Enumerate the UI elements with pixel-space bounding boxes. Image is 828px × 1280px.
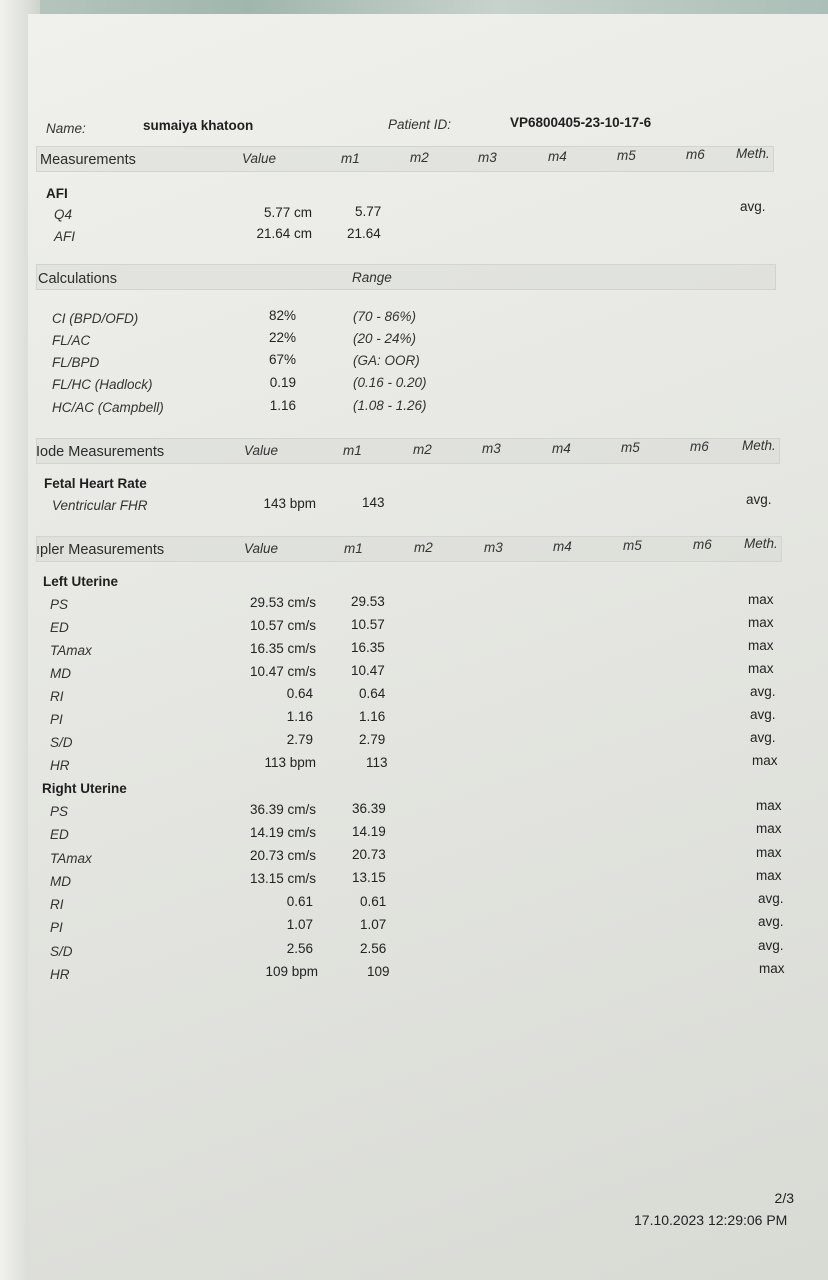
calculations-title: Calculations <box>38 271 117 287</box>
ru-row-m1: 14.19 <box>352 824 386 839</box>
calc-row-label: FL/AC <box>52 333 91 348</box>
lu-row-meth: max <box>752 753 778 768</box>
col-m5: m5 <box>621 440 640 455</box>
col-m5: m5 <box>623 538 642 553</box>
patient-id-label: Patient ID: <box>388 117 452 132</box>
ru-row-meth: max <box>756 868 782 883</box>
patient-name: sumaiya khatoon <box>143 118 254 133</box>
calc-row-value: 22% <box>268 330 296 345</box>
ru-row-meth: max <box>756 845 782 860</box>
ru-row-meth: max <box>756 798 782 813</box>
lu-row-value: 0.64 <box>286 686 313 701</box>
name-label: Name: <box>46 121 86 136</box>
calc-row-label: FL/BPD <box>52 355 100 370</box>
ru-row-value: 20.73 cm/s <box>249 848 316 863</box>
afi-row-value: 21.64 cm <box>256 226 312 241</box>
lu-row-meth: avg. <box>750 684 776 699</box>
col-m6: m6 <box>693 537 712 552</box>
calc-row-value: 67% <box>268 352 296 367</box>
lu-row-meth: avg. <box>750 707 776 722</box>
ru-row-m1: 1.07 <box>360 917 387 932</box>
col-m1: m1 <box>341 151 360 166</box>
lu-row-label: PS <box>50 597 69 612</box>
lu-row-m1: 10.47 <box>351 663 385 678</box>
ru-row-label: TAmax <box>50 851 92 866</box>
ru-row-label: MD <box>50 874 71 889</box>
ru-row-value: 0.61 <box>286 894 313 909</box>
fhr-title: Fetal Heart Rate <box>44 476 147 491</box>
col-value: Value <box>242 151 277 166</box>
col-m3: m3 <box>478 150 497 165</box>
col-meth: Meth. <box>744 536 778 551</box>
col-m4: m4 <box>553 539 572 554</box>
calc-row-value: 1.16 <box>269 398 296 413</box>
lu-row-m1: 2.79 <box>359 732 386 747</box>
lu-row-m1: 1.16 <box>359 709 386 724</box>
afi-title: AFI <box>46 186 68 201</box>
lu-row-label: TAmax <box>50 643 92 658</box>
ru-row-label: PS <box>50 804 69 819</box>
afi-row-value: 5.77 cm <box>263 205 312 220</box>
lu-row-value: 29.53 cm/s <box>249 595 316 610</box>
calc-row-label: FL/HC (Hadlock) <box>52 377 153 392</box>
lu-row-label: S/D <box>50 735 73 750</box>
page-number: 2/3 <box>774 1190 794 1206</box>
lu-row-meth: max <box>748 615 774 630</box>
col-value: Value <box>244 541 279 556</box>
calculations-range-label: Range <box>352 270 392 285</box>
fhr-row-value: 143 bpm <box>263 496 316 511</box>
measurements-header-bar <box>36 146 774 172</box>
lu-row-meth: max <box>748 638 774 653</box>
calc-row-label: HC/AC (Campbell) <box>52 400 164 415</box>
patient-id: VP6800405-23-10-17-6 <box>510 115 652 130</box>
ru-row-value: 1.07 <box>286 917 313 932</box>
col-m6: m6 <box>686 147 705 162</box>
lu-row-label: ED <box>50 620 69 635</box>
lu-row-m1: 16.35 <box>351 640 385 655</box>
ru-row-m1: 36.39 <box>352 801 386 816</box>
lu-row-label: MD <box>50 666 71 681</box>
afi-row-m1: 21.64 <box>347 226 381 241</box>
measurements-header-title: Measurements <box>40 152 136 168</box>
calculations-header-bar <box>36 264 776 290</box>
lu-row-m1: 10.57 <box>351 617 385 632</box>
calc-row-value: 82% <box>268 308 296 323</box>
ru-row-meth: avg. <box>758 914 784 929</box>
col-value: Value <box>244 443 279 458</box>
calc-row-range: (1.08 - 1.26) <box>353 398 427 413</box>
ru-row-m1: 0.61 <box>360 894 387 909</box>
fhr-row-label: Ventricular FHR <box>52 498 148 513</box>
mmode-header-title: Iode Measurements <box>36 444 165 460</box>
lu-row-meth: max <box>748 592 774 607</box>
lu-row-label: HR <box>50 758 70 773</box>
ru-row-label: HR <box>50 967 70 982</box>
col-m4: m4 <box>552 441 571 456</box>
col-m2: m2 <box>410 150 429 165</box>
calc-row-range: (0.16 - 0.20) <box>353 375 427 390</box>
ru-row-value: 109 bpm <box>265 964 318 979</box>
fhr-row-m1: 143 <box>362 495 385 510</box>
afi-row-m1: 5.77 <box>355 204 382 219</box>
fhr-row-meth: avg. <box>746 492 772 507</box>
ru-row-label: PI <box>50 920 63 935</box>
lu-row-meth: max <box>748 661 774 676</box>
afi-row-meth: avg. <box>740 199 766 214</box>
lu-row-value: 10.57 cm/s <box>249 618 316 633</box>
col-m1: m1 <box>344 541 363 556</box>
col-m2: m2 <box>413 442 432 457</box>
ru-row-meth: max <box>759 961 785 976</box>
col-m4: m4 <box>548 149 567 164</box>
calc-row-label: CI (BPD/OFD) <box>52 311 139 326</box>
col-meth: Meth. <box>742 438 776 453</box>
report-page <box>28 14 828 1280</box>
afi-row-label: AFI <box>54 229 76 244</box>
ru-row-m1: 20.73 <box>352 847 386 862</box>
ru-row-m1: 2.56 <box>360 941 387 956</box>
ru-row-value: 13.15 cm/s <box>249 871 316 886</box>
ru-row-meth: max <box>756 821 782 836</box>
ru-row-value: 14.19 cm/s <box>249 825 316 840</box>
col-m6: m6 <box>690 439 709 454</box>
calc-row-range: (70 - 86%) <box>353 309 417 324</box>
calc-row-value: 0.19 <box>269 375 296 390</box>
calc-row-range: (GA: OOR) <box>353 353 420 368</box>
right-uterine-title: Right Uterine <box>42 781 127 796</box>
ru-row-value: 2.56 <box>286 941 313 956</box>
lu-row-label: PI <box>50 712 63 727</box>
ru-row-meth: avg. <box>758 891 784 906</box>
lu-row-value: 10.47 cm/s <box>249 664 316 679</box>
ru-row-m1: 109 <box>367 964 390 979</box>
lu-row-m1: 29.53 <box>351 594 385 609</box>
lu-row-m1: 0.64 <box>359 686 386 701</box>
doppler-header-title: ıpler Measurements <box>36 542 165 558</box>
lu-row-value: 16.35 cm/s <box>249 641 316 656</box>
afi-row-label: Q4 <box>54 207 73 222</box>
col-meth: Meth. <box>736 146 770 161</box>
lu-row-value: 1.16 <box>286 709 313 724</box>
report-datetime: 17.10.2023 12:29:06 PM <box>634 1212 788 1228</box>
col-m1: m1 <box>343 443 362 458</box>
ru-row-label: RI <box>50 897 64 912</box>
lu-row-label: RI <box>50 689 64 704</box>
col-m3: m3 <box>482 441 501 456</box>
lu-row-m1: 113 <box>366 755 388 770</box>
left-uterine-title: Left Uterine <box>43 574 119 589</box>
ru-row-meth: avg. <box>758 938 784 953</box>
ru-row-label: S/D <box>50 944 73 959</box>
ru-row-m1: 13.15 <box>352 870 386 885</box>
col-m2: m2 <box>414 540 433 555</box>
calc-row-range: (20 - 24%) <box>353 331 417 346</box>
col-m5: m5 <box>617 148 636 163</box>
col-m3: m3 <box>484 540 503 555</box>
lu-row-meth: avg. <box>750 730 776 745</box>
lu-row-value: 2.79 <box>286 732 313 747</box>
lu-row-value: 113 bpm <box>264 755 316 770</box>
ru-row-label: ED <box>50 827 69 842</box>
ru-row-value: 36.39 cm/s <box>249 802 316 817</box>
